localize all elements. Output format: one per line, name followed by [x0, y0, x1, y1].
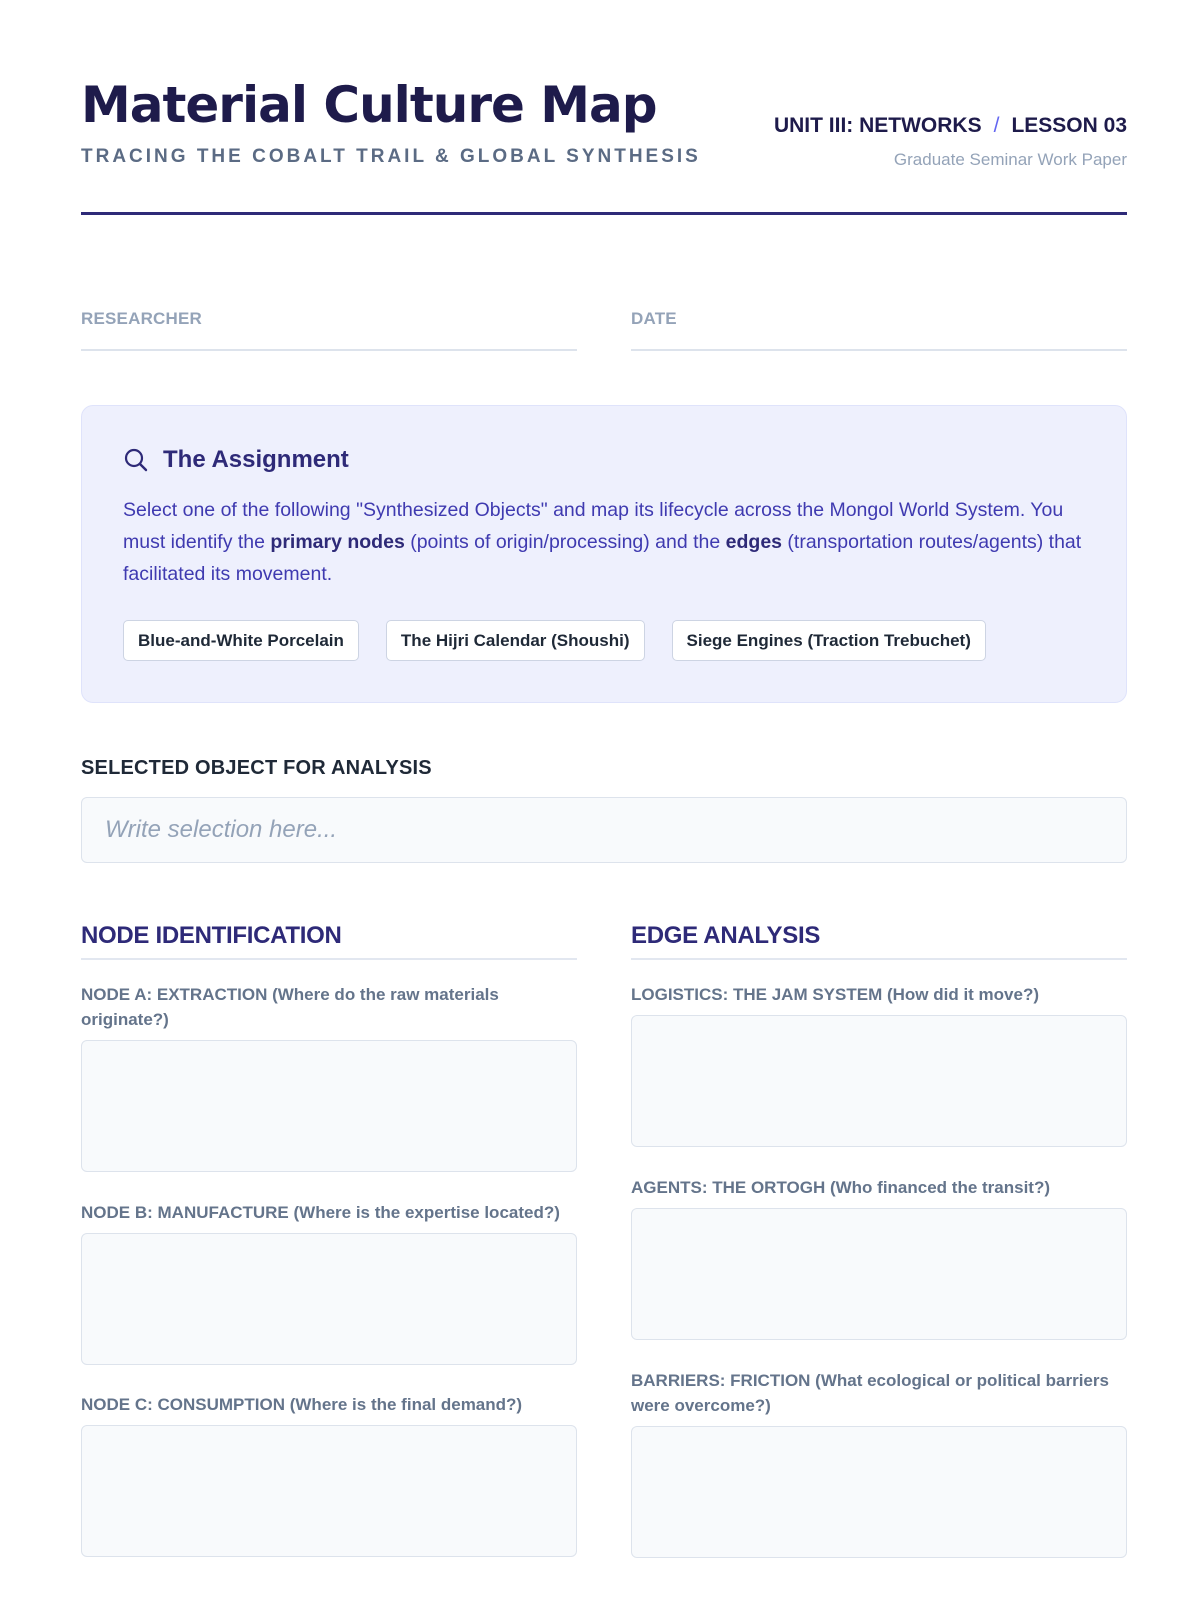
unit-label: UNIT III: NETWORKS [773, 114, 982, 137]
agents-answer-box[interactable] [631, 1208, 1127, 1340]
assignment-text-1: Select one of the following "Synthesized Objects" and map its lifecycle across the Mongol World System. You must identify the [123, 499, 1064, 553]
assignment-panel [81, 405, 1127, 703]
paper-type-label: Graduate Seminar Work Paper [893, 150, 1127, 169]
option-calendar-chip[interactable]: The Hijri Calendar (Shoushi) [386, 620, 645, 661]
agents-label: AGENTS: THE ORTOGH (Who financed the transit?) [631, 1178, 1051, 1197]
logistics-question [631, 982, 1127, 1147]
agents-question [631, 1175, 1127, 1340]
assignment-header [123, 446, 349, 474]
option-siege-engines-chip[interactable]: Siege Engines (Traction Trebuchet) [672, 620, 986, 661]
barriers-answer-box[interactable] [631, 1426, 1127, 1558]
assignment-description [123, 494, 1083, 590]
node-b-label: NODE B: MANUFACTURE (Where is the expertise located?) [81, 1203, 560, 1222]
object-options [123, 620, 986, 661]
node-b-answer-box[interactable] [81, 1233, 577, 1365]
assignment-title: The Assignment [163, 446, 349, 473]
selected-object-label: SELECTED OBJECT FOR ANALYSIS [81, 757, 432, 779]
barriers-label: BARRIERS: FRICTION (What ecological or political barriers were overcome?) [631, 1371, 1109, 1415]
node-a-label: NODE A: EXTRACTION (Where do the raw materials originate?) [81, 985, 499, 1029]
lesson-label: LESSON 03 [1011, 114, 1127, 137]
assignment-text-2: (points of origin/processing) and the [404, 531, 726, 553]
edges-emphasis: edges [725, 531, 783, 553]
page-title: Material Culture Map [81, 76, 657, 134]
barriers-question [631, 1368, 1127, 1558]
node-c-question [81, 1392, 577, 1557]
researcher-field[interactable] [81, 306, 577, 351]
assignment-text-3: (transportation routes/agents) that facilitated its movement. [123, 531, 1082, 585]
logistics-answer-box[interactable] [631, 1015, 1127, 1147]
selected-object-input[interactable] [81, 797, 1127, 863]
option-porcelain-chip[interactable]: Blue-and-White Porcelain [123, 620, 359, 661]
logistics-label: LOGISTICS: THE JAM SYSTEM (How did it move?) [631, 985, 1040, 1004]
node-a-question [81, 982, 577, 1172]
date-field[interactable] [631, 306, 1127, 351]
node-c-answer-box[interactable] [81, 1425, 577, 1557]
node-c-label: NODE C: CONSUMPTION (Where is the final demand?) [81, 1395, 523, 1414]
date-label: DATE [631, 309, 677, 328]
unit-lesson-label [774, 114, 1127, 138]
node-identification-column [81, 916, 577, 1414]
primary-nodes-emphasis: primary nodes [270, 531, 405, 553]
page-subtitle: TRACING THE COBALT TRAIL & GLOBAL SYNTHESIS [81, 146, 701, 167]
search-icon [123, 447, 149, 473]
edge-analysis-heading: EDGE ANALYSIS [631, 916, 1127, 960]
researcher-label: RESEARCHER [81, 309, 203, 328]
node-a-answer-box[interactable] [81, 1040, 577, 1172]
edge-analysis-column [631, 916, 1127, 1415]
separator: / [993, 114, 1000, 137]
node-b-question [81, 1200, 577, 1365]
page-header [81, 72, 1127, 215]
node-identification-heading: NODE IDENTIFICATION [81, 916, 577, 960]
